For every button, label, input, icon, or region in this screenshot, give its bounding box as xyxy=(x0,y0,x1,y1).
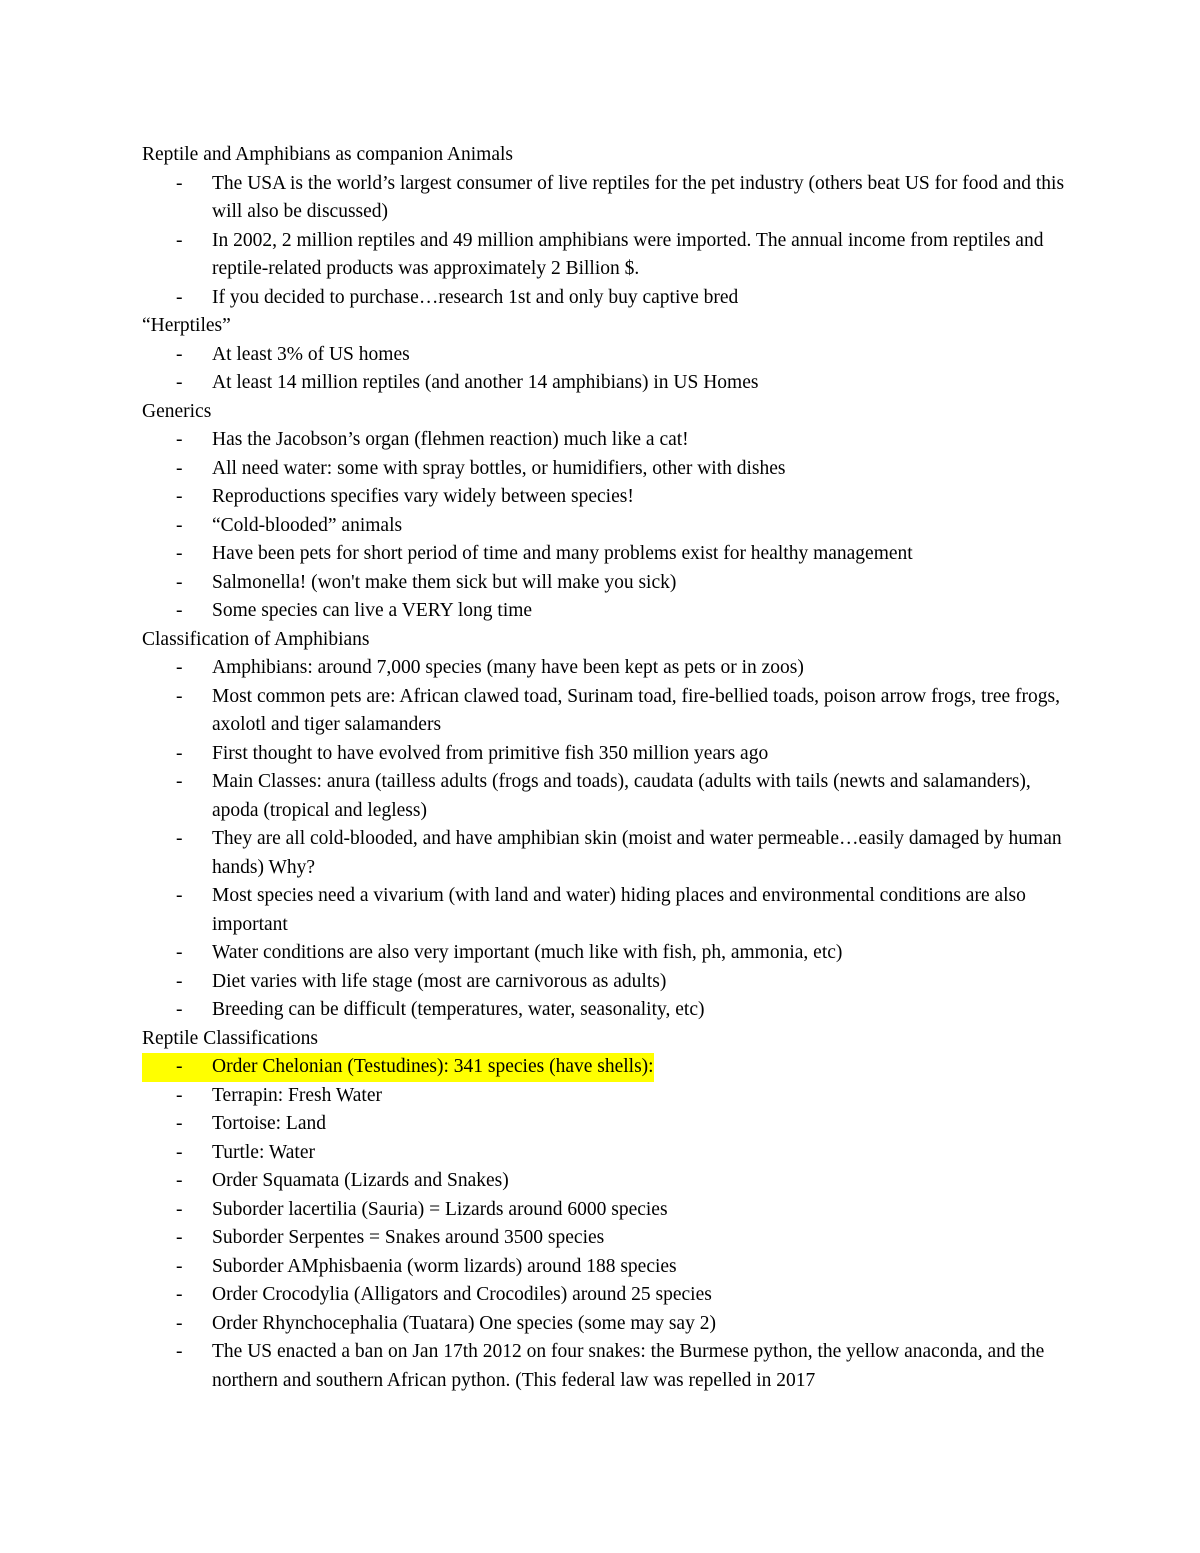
list-item xyxy=(142,882,1072,939)
list-item xyxy=(142,654,1072,683)
bullet-dash: - xyxy=(176,1284,183,1305)
list-item-text: Have been pets for short period of time and many problems exist for healthy management xyxy=(212,543,913,564)
list-item xyxy=(142,683,1072,740)
list-item-text: “Cold-blooded” animals xyxy=(212,514,403,536)
list-item xyxy=(142,1338,1072,1395)
list-item-text: Order Crocodylia (Alligators and Crocodiles) around 25 species xyxy=(212,1284,712,1305)
list-item xyxy=(142,1196,1072,1225)
bullet-dash: - xyxy=(176,685,183,707)
list-item xyxy=(142,968,1072,997)
document-body xyxy=(142,141,1072,1395)
bullet-dash: - xyxy=(176,1312,183,1334)
bullet-dash: - xyxy=(176,1170,183,1191)
bullet-list xyxy=(142,341,1072,398)
list-item-text: At least 14 million reptiles (and another 14 amphibians) in US Homes xyxy=(212,372,759,393)
list-item-text: Salmonella! (won't make them sick but will make you sick) xyxy=(212,571,677,593)
bullet-dash: - xyxy=(176,343,183,365)
list-item xyxy=(142,768,1072,825)
list-item-text: Main Classes: anura (tailless adults (frogs and toads), caudata (adults with tails (newts and salamanders), apoda (tropical and legless) xyxy=(212,771,1031,821)
list-item-text: Tortoise: Land xyxy=(212,1113,326,1134)
bullet-dash: - xyxy=(176,1227,183,1248)
list-item-text: The USA is the world’s largest consumer of live reptiles for the pet industry (others beat US for food and this will also be discussed) xyxy=(212,172,1065,222)
list-item xyxy=(142,1139,1072,1168)
list-item xyxy=(142,939,1072,968)
list-item-text: Has the Jacobson’s organ (flehmen reaction) much like a cat! xyxy=(212,429,689,450)
list-item xyxy=(142,455,1072,484)
bullet-dash: - xyxy=(176,942,183,963)
list-item xyxy=(142,825,1072,882)
list-item-text: Suborder Serpentes = Snakes around 3500 species xyxy=(212,1227,605,1248)
bullet-dash: - xyxy=(176,828,183,849)
list-item xyxy=(142,227,1072,284)
list-item-text: Order Rhynchocephalia (Tuatara) One species (some may say 2) xyxy=(212,1312,716,1334)
bullet-dash: - xyxy=(176,372,183,393)
bullet-list xyxy=(142,654,1072,1025)
section-heading: Classification of Amphibians xyxy=(142,628,370,650)
list-item-text: Order Chelonian (Testudines): 341 species (have shells): xyxy=(212,1053,654,1082)
bullet-dash: - xyxy=(176,543,183,564)
list-item-text: Reproductions specifies vary widely between species! xyxy=(212,486,634,507)
list-item-text: Breeding can be difficult (temperatures, water, seasonality, etc) xyxy=(212,999,705,1020)
list-item-text: Turtle: Water xyxy=(212,1141,315,1163)
list-item xyxy=(142,369,1072,398)
section-reptile-classifications xyxy=(142,1025,1072,1396)
list-item xyxy=(142,426,1072,455)
list-item-text: In 2002, 2 million reptiles and 49 million amphibians were imported. The annual income from reptiles and reptile-related products was approximately 2 Billion $. xyxy=(212,229,1044,279)
list-item-text: Order Squamata (Lizards and Snakes) xyxy=(212,1170,509,1191)
section-generics xyxy=(142,398,1072,626)
list-item-text: The US enacted a ban on Jan 17th 2012 on four snakes: the Burmese python, the yellow anaconda, and the northern and southern African python. (This federal law was repelled in 2017 xyxy=(212,1341,1045,1391)
bullet-list xyxy=(142,170,1072,313)
list-item xyxy=(142,597,1072,626)
bullet-dash: - xyxy=(176,1198,183,1220)
bullet-dash: - xyxy=(176,885,183,906)
list-item xyxy=(142,170,1072,227)
list-item xyxy=(142,1224,1072,1253)
bullet-dash: - xyxy=(176,571,183,593)
list-item xyxy=(142,1253,1072,1282)
list-item-text: At least 3% of US homes xyxy=(212,343,410,365)
list-item xyxy=(142,569,1072,598)
list-item-text: First thought to have evolved from primitive fish 350 million years ago xyxy=(212,742,769,764)
list-item-text: Diet varies with life stage (most are carnivorous as adults) xyxy=(212,970,667,992)
bullet-dash: - xyxy=(176,1341,183,1362)
bullet-dash: - xyxy=(176,172,183,194)
bullet-dash: - xyxy=(176,1113,183,1134)
section-heading: Reptile and Amphibians as companion Animals xyxy=(142,144,513,165)
section-heading: Generics xyxy=(142,400,212,422)
highlighted-list-item xyxy=(142,1053,1072,1082)
bullet-dash: - xyxy=(142,1053,212,1082)
bullet-dash: - xyxy=(176,1084,183,1106)
bullet-dash: - xyxy=(176,657,183,678)
list-item-text: They are all cold-blooded, and have amphibian skin (moist and water permeable…easily damaged by human hands) Why? xyxy=(212,828,1062,878)
bullet-dash: - xyxy=(176,286,183,308)
bullet-dash: - xyxy=(176,742,183,764)
list-item-text: Most common pets are: African clawed toad, Surinam toad, fire-bellied toads, poison arrow frogs, tree frogs, axolotl and tiger salamanders xyxy=(212,685,1061,735)
list-item xyxy=(142,740,1072,769)
bullet-dash: - xyxy=(176,486,183,507)
bullet-dash: - xyxy=(176,600,183,621)
list-item-text: Water conditions are also very important (much like with fish, ph, ammonia, etc) xyxy=(212,942,843,963)
bullet-list xyxy=(142,426,1072,626)
list-item-text: Terrapin: Fresh Water xyxy=(212,1084,382,1106)
list-item xyxy=(142,996,1072,1025)
list-item xyxy=(142,1082,1072,1111)
list-item-text: Suborder AMphisbaenia (worm lizards) around 188 species xyxy=(212,1255,677,1277)
section-classification-amphibians xyxy=(142,626,1072,1025)
section-heading: “Herptiles” xyxy=(142,315,231,336)
list-item xyxy=(142,1110,1072,1139)
bullet-dash: - xyxy=(176,429,183,450)
list-item-text: Most species need a vivarium (with land and water) hiding places and environmental conditions are also important xyxy=(212,885,1026,935)
list-item xyxy=(142,512,1072,541)
bullet-dash: - xyxy=(176,999,183,1020)
list-item xyxy=(142,1281,1072,1310)
bullet-dash: - xyxy=(176,1255,183,1277)
bullet-dash: - xyxy=(176,1141,183,1163)
list-item-text: Suborder lacertilia (Sauria) = Lizards around 6000 species xyxy=(212,1198,668,1220)
section-companion-animals xyxy=(142,141,1072,312)
list-item-text: If you decided to purchase…research 1st and only buy captive bred xyxy=(212,286,739,308)
bullet-dash: - xyxy=(176,771,183,792)
bullet-dash: - xyxy=(176,229,183,251)
bullet-dash: - xyxy=(176,457,183,479)
list-item xyxy=(142,341,1072,370)
bullet-dash: - xyxy=(176,514,183,536)
list-item-text: Some species can live a VERY long time xyxy=(212,600,533,621)
section-heading: Reptile Classifications xyxy=(142,1027,319,1049)
section-herptiles xyxy=(142,312,1072,398)
list-item xyxy=(142,284,1072,313)
list-item xyxy=(142,1167,1072,1196)
bullet-dash: - xyxy=(176,970,183,992)
bullet-list xyxy=(142,1053,1072,1395)
list-item-text: Amphibians: around 7,000 species (many have been kept as pets or in zoos) xyxy=(212,657,804,678)
list-item xyxy=(142,483,1072,512)
list-item-text: All need water: some with spray bottles, or humidifiers, other with dishes xyxy=(212,457,786,479)
list-item xyxy=(142,540,1072,569)
list-item xyxy=(142,1310,1072,1339)
